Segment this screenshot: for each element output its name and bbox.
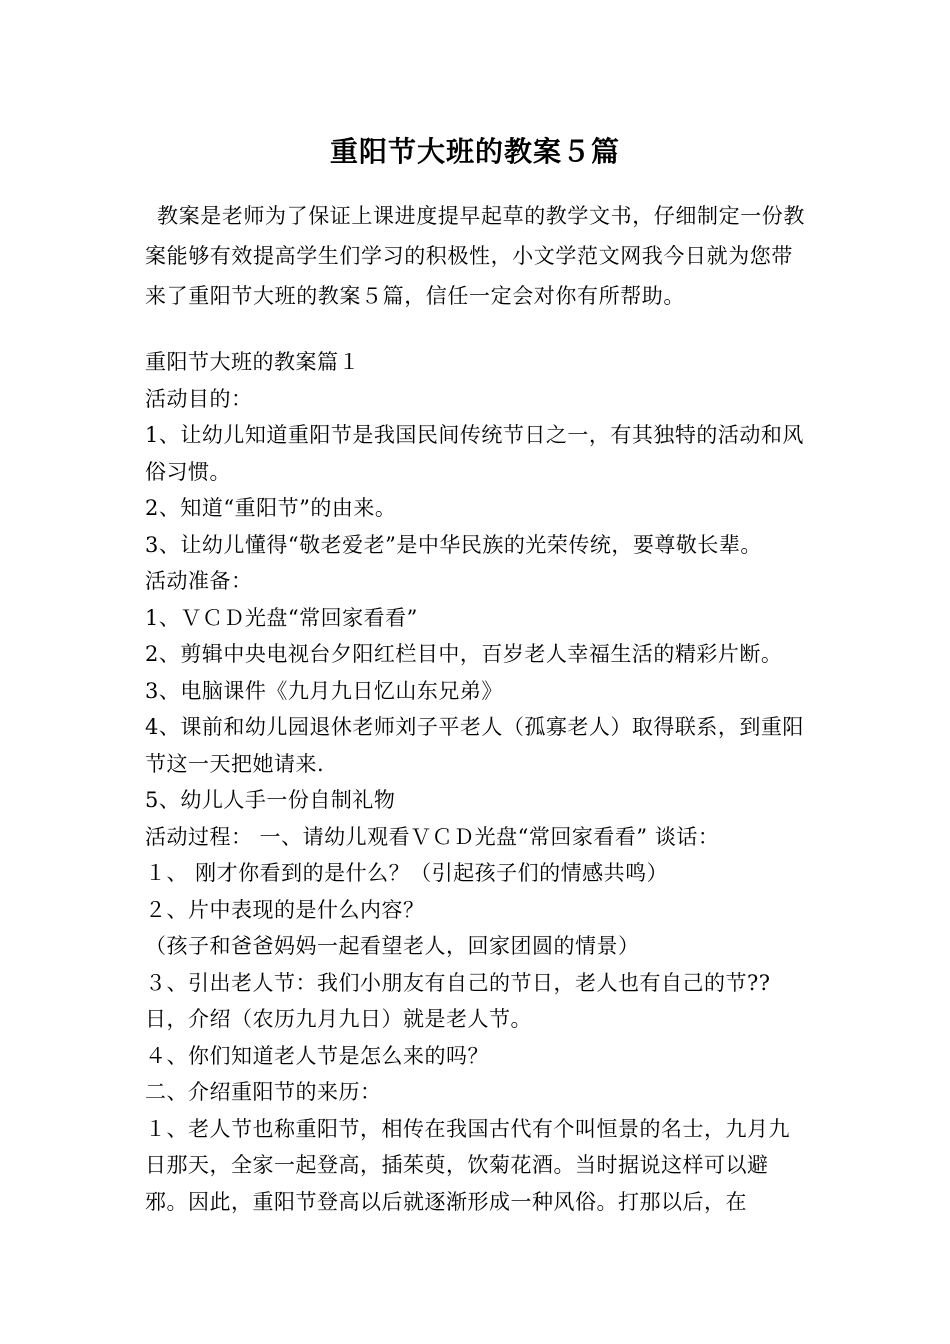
- prep-item-2: 2、剪辑中央电视台夕阳红栏目中，百岁老人幸福生活的精彩片断。: [145, 642, 783, 666]
- goal-item-2: 2、知道“重阳节”的由来。: [145, 496, 397, 520]
- intro-paragraph: 教案是老师为了保证上课进度提早起草的教学文书，仔细制定一份教案能够有效提高学生们学习的积极性，小文学范文网我今日就为您带来了重阳节大班的教案５篇，信任一定会对你有所帮助。: [145, 204, 805, 308]
- process-question-2: ２、片中表现的是什么内容？: [145, 897, 425, 922]
- activity-goal-heading: 活动目的：: [145, 386, 253, 411]
- prep-item-1: 1、ＶＣＤ光盘“常回家看看”: [145, 605, 418, 630]
- process-answer-2: （孩子和爸爸妈妈一起看望老人，回家团圆的情景）: [145, 934, 640, 958]
- goal-item-3: 3、让幼儿懂得“敬老爱老”是中华民族的光荣传统，要尊敬长辈。: [145, 532, 762, 557]
- document-title: 重阳节大班的教案５篇: [329, 135, 620, 168]
- goal-item-1: 1、让幼儿知道重阳节是我国民间传统节日之一，有其独特的活动和风俗习惯。: [145, 423, 804, 484]
- section-heading: 重阳节大班的教案篇１: [145, 350, 360, 374]
- origin-paragraph: １、老人节也称重阳节，相传在我国古代有个叫恒景的名士，九月九日那天，全家一起登高，插茱萸，饮菊花酒。当时据说这样可以避邪。因此，重阳节登高以后就逐渐形成一种风俗。打那以后，在: [145, 1116, 790, 1214]
- process-question-1: １、 刚才你看到的是什么？（引起孩子们的情感共鸣）: [145, 861, 669, 885]
- origin-heading: 二、介绍重阳节的来历：: [145, 1080, 382, 1104]
- process-question-4: ４、你们知道老人节是怎么来的吗？: [145, 1043, 489, 1068]
- activity-prep-heading: 活动准备：: [145, 569, 253, 593]
- process-step-3: ３、引出老人节：我们小朋友有自己的节日，老人也有自己的节??日，介绍（农历九月九日）就是老人节。: [145, 970, 771, 1031]
- prep-item-3: 3、电脑课件《九月九日忆山东兄弟》: [145, 678, 503, 703]
- prep-item-5: 5、幼儿人手一份自制礼物: [145, 788, 396, 812]
- prep-item-4: 4、课前和幼儿园退休老师刘子平老人（孤寡老人）取得联系，到重阳节这一天把她请来.: [145, 715, 804, 776]
- document-body: [145, 344, 810, 1220]
- activity-process-heading: 活动过程： 一、请幼儿观看ＶＣＤ光盘“常回家看看” 谈话：: [145, 824, 720, 849]
